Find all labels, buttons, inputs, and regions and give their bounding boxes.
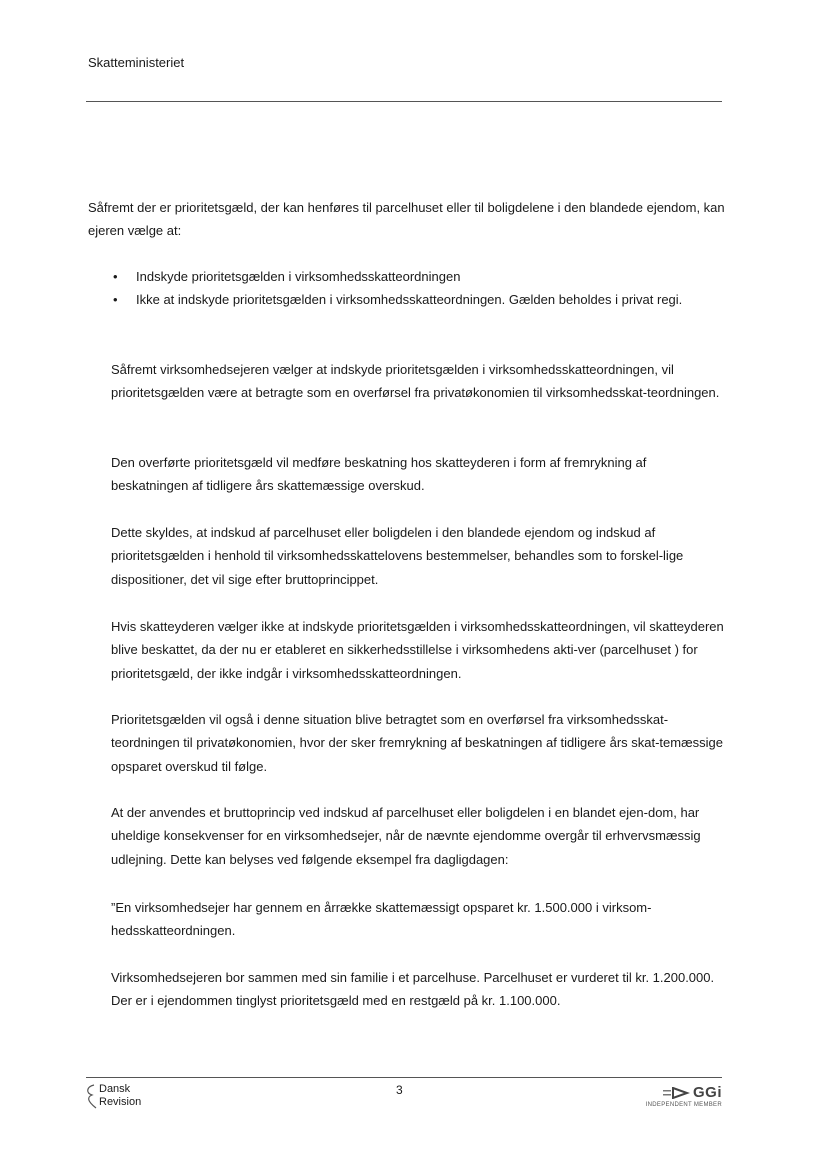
paragraph: ”En virksomhedsejer har gennem en årrække skattemæssigt opsparet kr. 1.500.000 i virksom-hedsskatteordningen.: [111, 900, 652, 939]
list-item: [88, 265, 728, 288]
paragraph: Hvis skatteyderen vælger ikke at indskyde prioritetsgælden i virksomhedsskatteordningen, vil skatteyderen blive beskattet, da der nu er etableret en sikkerhedsstillelse i virksomhedens akti-ver (parcelhuset ) for prioritetsgæld, der ikke indgår i virksomhedsskatteordningen.: [111, 619, 724, 681]
bullet-list: [88, 265, 728, 312]
paragraph: At der anvendes et bruttoprincip ved indskud af parcelhuset eller boligdelen i en blandet ejen-dom, har uheldige konsekvenser for en virksomhedsejer, når de nævnte ejendomme overgår til erhvervsmæssig udlejning. Dette kan belyses ved følgende eksempel fra dagligdagen:: [111, 805, 701, 867]
header-divider: [86, 101, 722, 102]
dgi-arrow-icon: [663, 1087, 693, 1099]
footer-divider: [86, 1077, 722, 1078]
list-item: [88, 288, 706, 311]
bullet-dot-icon: •: [113, 269, 118, 284]
logo-right-sub: INDEPENDENT MEMBER: [645, 1102, 722, 1108]
logo-left-line1: Dansk: [99, 1083, 131, 1095]
logo-left-line2: Revision: [99, 1096, 142, 1108]
paragraph: Virksomhedsejeren bor sammen med sin familie i et parcelhuse. Parcelhuset er vurderet til kr. 1.200.000. Der er i ejendommen tinglyst prioritetsgæld med en restgæld på kr. 1.100.000.: [111, 970, 715, 1009]
paragraph: Dette skyldes, at indskud af parcelhuset eller boligdelen i den blandede ejendom og indskud af prioritetsgælden i henhold til virksomhedsskattelovens bestemmelser, behandles som to forskel-lige dispositioner, det vil sige efter bruttoprincippet.: [111, 525, 684, 587]
paragraph: Prioritetsgælden vil også i denne situation blive betragtet som en overførsel fra virksomhedsskat-teordningen til privatøkonomien, hvor der sker fremrykning af beskatningen af tidligere års skat-temæssige opsparet overskud til følge.: [111, 712, 724, 774]
bullet-dot-icon: •: [113, 292, 118, 308]
paragraph: Såfremt virksomhedsejeren vælger at indskyde prioritetsgælden i virksomhedsskatteordningen, vil prioritetsgælden være at betragte som en overførsel fra privatøkonomien til virksomhedsskat-teordningen.: [111, 362, 720, 401]
dansk-revision-mark-icon: [84, 1083, 98, 1109]
paragraph: Den overførte prioritetsgæld vil medføre beskatning hos skatteyderen i form af fremrykning af beskatningen af tidligere års skattemæssige overskud.: [111, 455, 647, 494]
bullet-text: Indskyde prioritetsgælden i virksomhedsskatteordningen: [136, 269, 461, 284]
intro-paragraph: Såfremt der er prioritetsgæld, der kan henføres til parcelhuset eller til boligdelene i den blandede ejendom, kan ejeren vælge at:: [88, 200, 725, 239]
page-number: 3: [396, 1083, 403, 1097]
bullet-text: Ikke at indskyde prioritetsgælden i virksomhedsskatteordningen. Gælden beholdes i privat regi.: [136, 292, 683, 308]
page-header-title: Skatteministeriet: [88, 55, 185, 70]
logo-right-main: GGi: [692, 1084, 722, 1101]
dgi-logo: [630, 1084, 722, 1108]
